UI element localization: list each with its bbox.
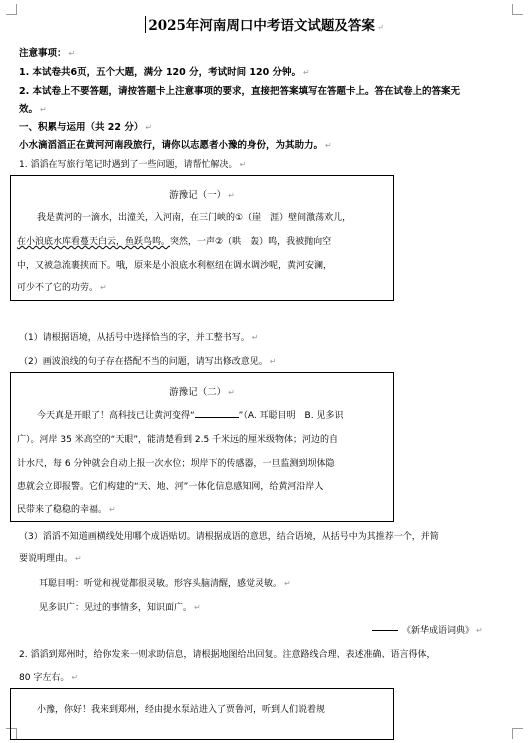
passage-line: 今天真是开眼了！高科技已让黄河变得“ ”（A. 耳聪目明 B. 见多识 xyxy=(37,408,343,421)
question-2-cont: 80 字左右。 ↵ xyxy=(19,673,79,683)
sub-question-3-cont: 要说明理由。 ↵ xyxy=(19,554,82,564)
dictionary-source: 《新华成语词典》 ↵ xyxy=(372,623,483,636)
answer-box xyxy=(10,688,394,740)
section-heading: 一、积累与运用（共 22 分） ↵ xyxy=(19,122,153,133)
passage-line: 中，又被急流裹挟而下。哦，原来是小浪底水利枢纽在调水调沙呢，黄河安澜， xyxy=(17,261,333,271)
passage-line: 民带来了稳稳的幸福。 ↵ xyxy=(17,505,116,515)
notice-item-1: 1. 本试卷共6页，五个大题，满分 120 分，考试时间 120 分钟。 ↵ xyxy=(19,67,310,78)
idiom-definition-a: 耳聪目明：听觉和视觉都很灵敏。形容头脑清醒，感觉灵敏。 ↵ xyxy=(39,579,291,589)
passage-line: 广）。河岸 35 米高空的“天眼”，能清楚看到 2.5 千米远的厘米级物体；河边的自 xyxy=(17,435,339,445)
passage-title-2: 游豫记（二） ↵ xyxy=(169,387,235,398)
sub-question-1: （1）请根据语境，从括号中选择恰当的字，并工整书写。 ↵ xyxy=(19,333,259,343)
dash-line xyxy=(372,630,398,631)
idiom-definition-b: 见多识广：见过的事情多，知识面广。 ↵ xyxy=(39,603,201,613)
notice-item-2: 2. 本试卷上不要答题，请按答题卡上注意事项的要求，直接把答案填写在答题卡上。答在试卷上的答案无 xyxy=(19,86,461,97)
notice-item-2-cont: 效。 ↵ xyxy=(19,104,47,115)
wavy-underlined-sentence: 在小浪底水库看蔓天白云，鱼跃鸟鸣。 xyxy=(17,237,171,247)
question-2: 2. 滔滔到郑州时，给你发来一则求助信息，请根据地图给出回复。注意路线合理、表述准确、语言得体， xyxy=(19,650,436,660)
passage-line: 可少不了它的功劳。 ↵ xyxy=(17,283,107,293)
passage-line: 患就会立即报警。它们构建的“天、地、河”一体化信息感知网，给黄河沿岸人 xyxy=(17,482,324,492)
passage-line: 我是黄河的一滴水，出潼关，入河南，在三门峡的①（崖 涯）壁间激荡欢儿， xyxy=(37,213,352,223)
answer-blank xyxy=(195,408,239,418)
passage-title-1: 游豫记（一） ↵ xyxy=(169,190,235,201)
section-intro: 小水滴滔滔正在黄河河南段旅行，请你以志愿者小豫的身份，为其助力。 ↵ xyxy=(19,140,332,151)
question-1: 1. 滔滔在写旅行笔记时遇到了一些问题，请帮忙解决。 ↵ xyxy=(19,160,247,170)
answer-box-line: 小豫，你好！我来到郑州，经由提水泵站进入了贾鲁河，听到人们说着规 xyxy=(37,705,326,715)
sub-question-3: （3）滔滔不知道画横线处用哪个成语贴切。请根据成语的意思，结合语境，从括号中为其推荐一个，并简 xyxy=(19,532,439,542)
notice-heading: 注意事项： ↵ xyxy=(19,48,76,59)
page-corner-mark xyxy=(512,728,523,739)
passage-box-2 xyxy=(10,372,394,522)
passage-box-1 xyxy=(10,175,394,301)
text-cursor xyxy=(145,16,146,33)
page-title: 2025年河南周口中考语文试题及答案 ↵ xyxy=(0,14,529,34)
passage-line: 计水尺，每 6 分钟就会自动上报一次水位；坝岸下的传感器，一旦监测到坝体隐 xyxy=(17,459,335,469)
sub-question-2: （2）画波浪线的句子存在搭配不当的问题，请写出修改意见。 ↵ xyxy=(19,357,277,367)
passage-line: 在小浪底水库看蔓天白云，鱼跃鸟鸣。突然，一声②（哄 轰）鸣，我被抛向空 xyxy=(17,237,332,247)
